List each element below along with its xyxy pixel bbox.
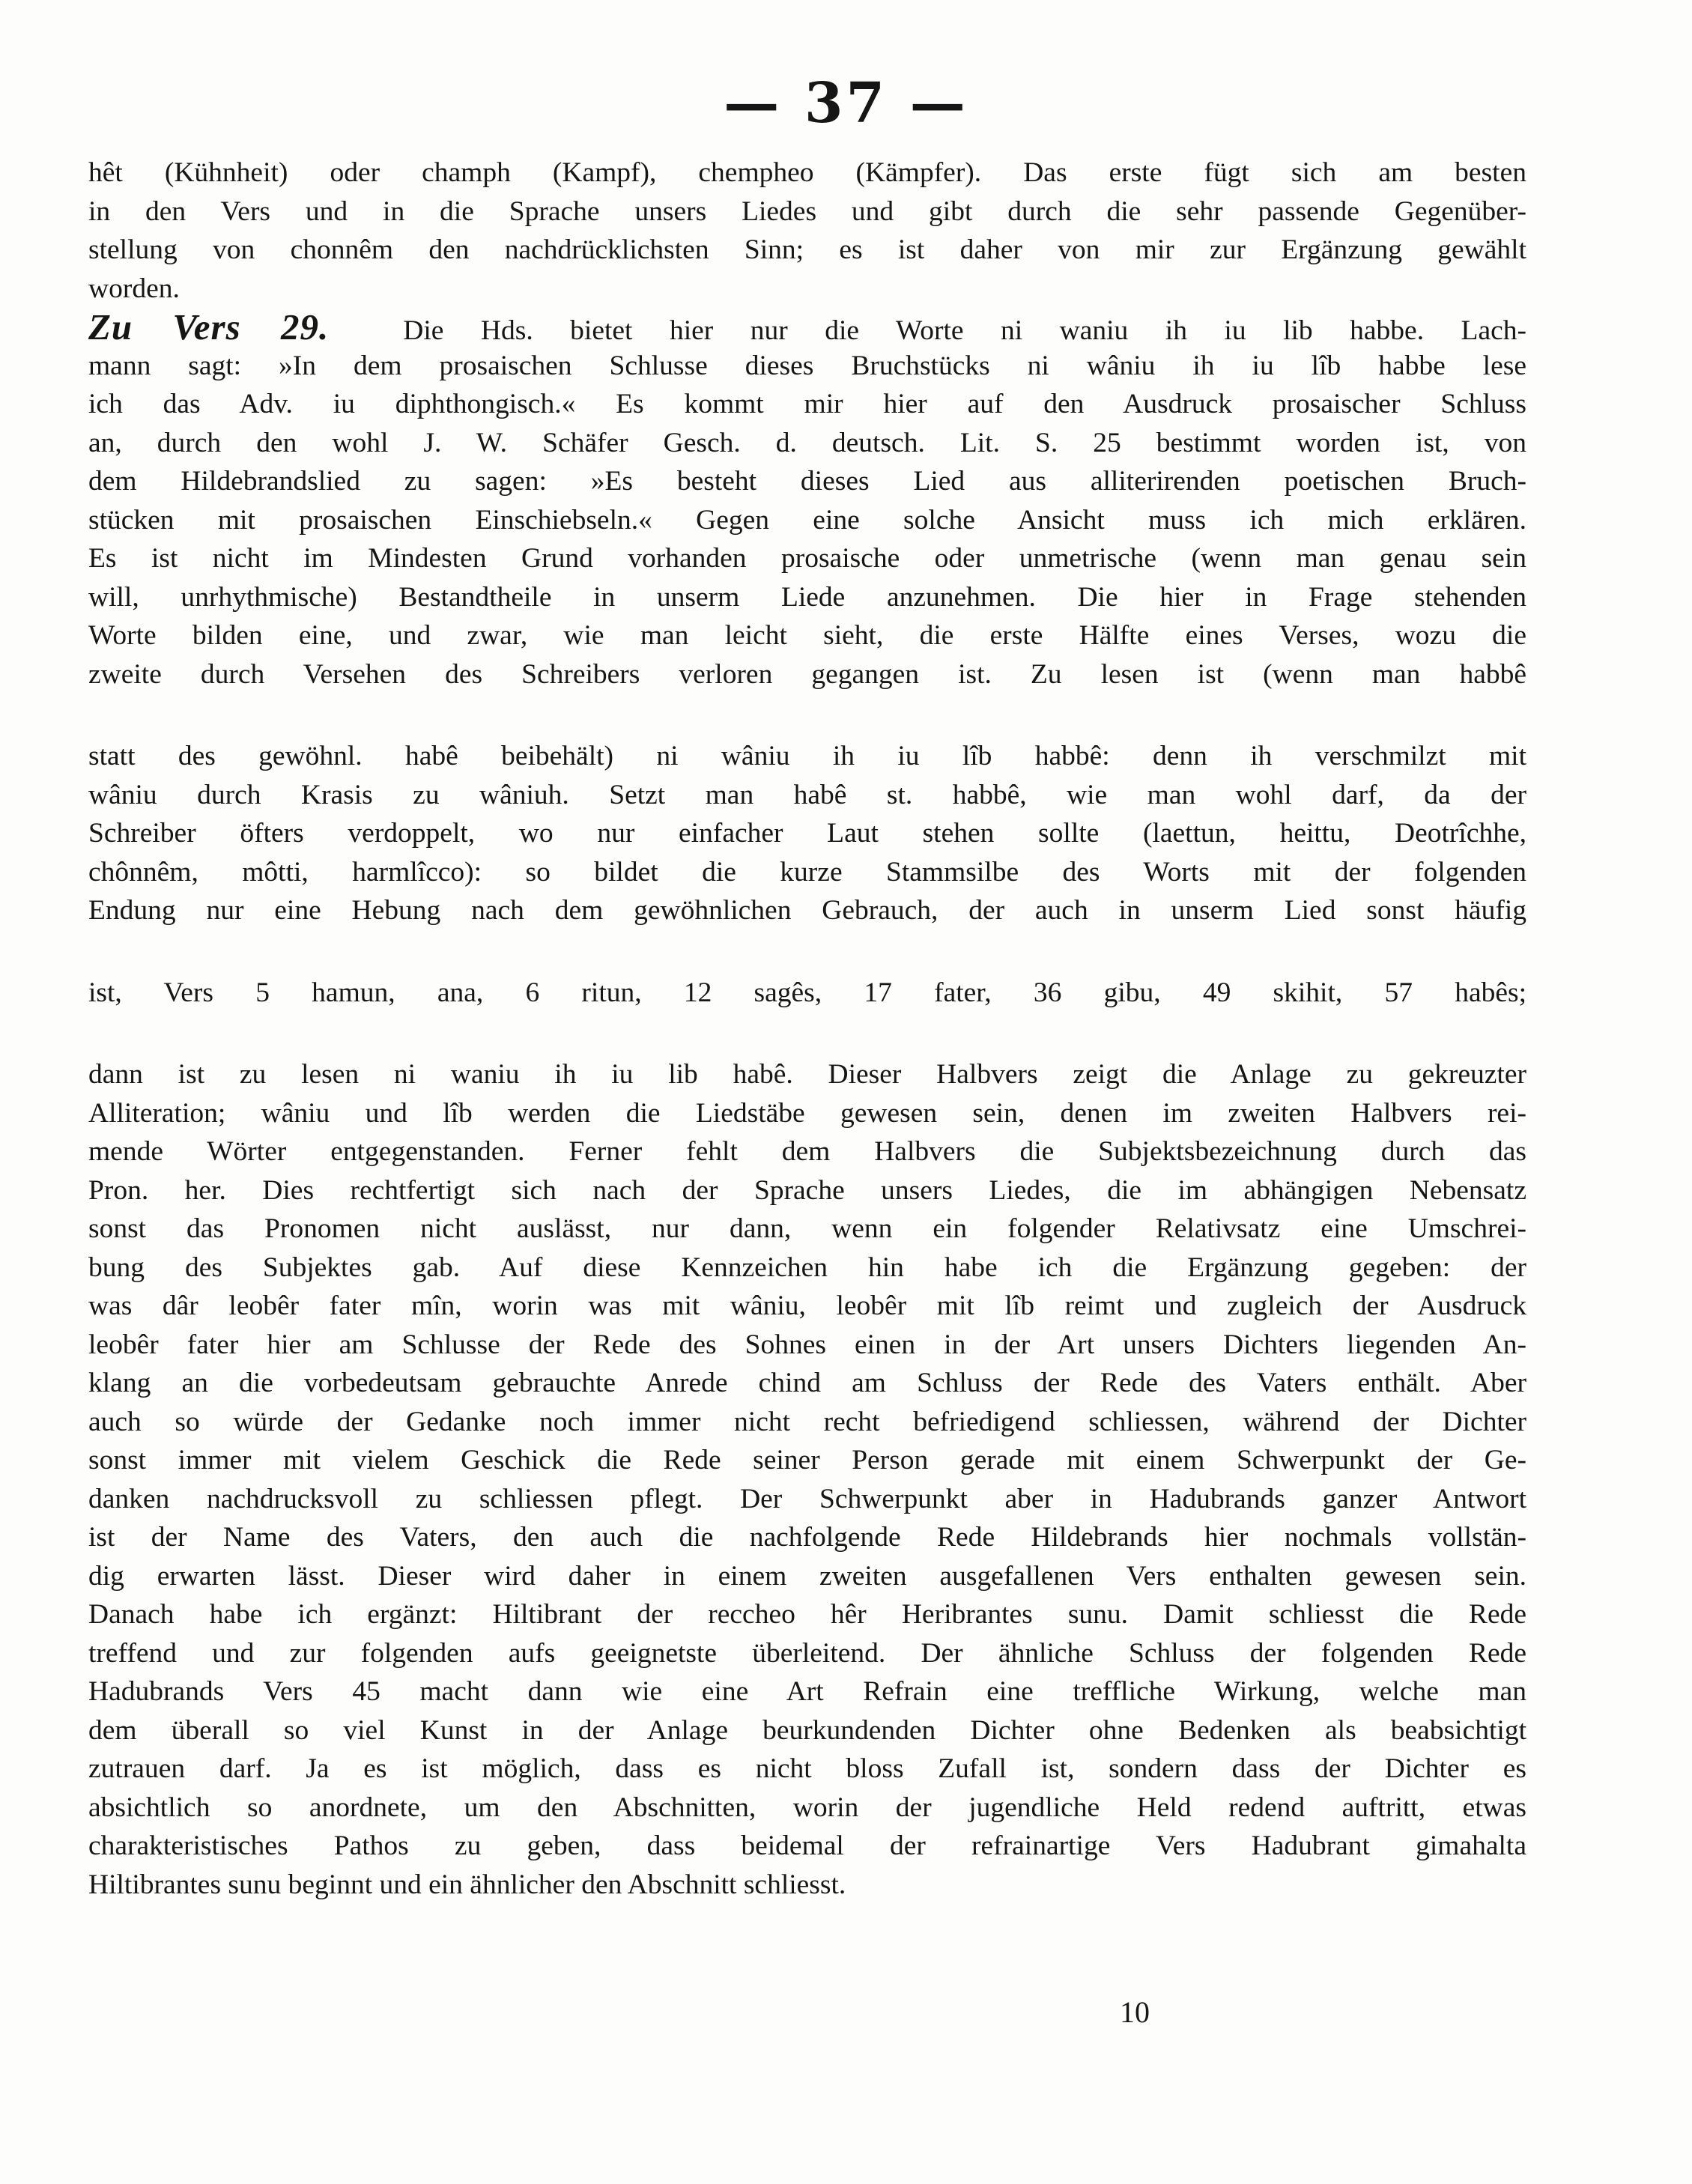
- text-line: dig erwarten lässt. Dieser wird daher in einem zweiten ausgefallenen Vers enthalten gewesen sein.: [88, 1560, 1526, 1592]
- text-line: Schreiber öfters verdoppelt, wo nur einfacher Laut stehen sollte (laettun, heittu, Deotrîchhe,: [88, 818, 1526, 849]
- body-text: [88, 154, 1526, 1904]
- text-line: auch so würde der Gedanke noch immer nicht recht befriedigend schliessen, während der Dichter: [88, 1406, 1526, 1437]
- text-line: ist, Vers 5 hamun, ana, 6 ritun, 12 sagês, 17 fater, 36 gibu, 49 skihit, 57 habês;: [88, 977, 1526, 1008]
- text-line: Worte bilden eine, und zwar, wie man leicht sieht, die erste Hälfte eines Verses, wozu die: [88, 620, 1526, 651]
- text-line: Es ist nicht im Mindesten Grund vorhanden prosaische oder unmetrische (wenn man genau sein: [88, 543, 1526, 574]
- text-line: ist der Name des Vaters, den auch die nachfolgende Rede Hildebrands hier nochmals vollstän-: [88, 1522, 1526, 1553]
- text-line: leobêr fater hier am Schlusse der Rede des Sohnes einen in der Art unsers Dichters liegenden An-: [88, 1329, 1526, 1360]
- text-line: stücken mit prosaischen Einschiebseln.« Gegen eine solche Ansicht muss ich mich erklären.: [88, 504, 1526, 536]
- text-line: bung des Subjektes gab. Auf diese Kennzeichen hin habe ich die Ergänzung gegeben: der: [88, 1252, 1526, 1283]
- text-line: Endung nur eine Hebung nach dem gewöhnlichen Gebrauch, der auch in unserm Lied sonst häufig: [88, 895, 1526, 926]
- text-line: an, durch den wohl J. W. Schäfer Gesch. d. deutsch. Lit. S. 25 bestimmt worden ist, von: [88, 427, 1526, 458]
- text-line: zweite durch Versehen des Schreibers verloren gegangen ist. Zu lesen ist (wenn man habbê: [88, 658, 1526, 690]
- text-line: treffend und zur folgenden aufs geeignetste überleitend. Der ähnliche Schluss der folgenden Rede: [88, 1637, 1526, 1669]
- text-line: Danach habe ich ergänzt: Hiltibrant der reccheo hêr Heribrantes sunu. Damit schliesst die Rede: [88, 1599, 1526, 1630]
- text-line: statt des gewöhnl. habê beibehält) ni wâniu ih iu lîb habbê: denn ih verschmilzt mit: [88, 741, 1526, 771]
- text-line: Hadubrands Vers 45 macht dann wie eine Art Refrain eine treffliche Wirkung, welche man: [88, 1676, 1526, 1707]
- text-line: Pron. her. Dies rechtfertigt sich nach der Sprache unsers Liedes, die im abhängigen Nebensatz: [88, 1174, 1526, 1206]
- text-line: zutrauen darf. Ja es ist möglich, dass es nicht bloss Zufall ist, sondern dass der Dichter es: [88, 1753, 1526, 1784]
- text-line: hêt (Kühnheit) oder champh (Kampf), chempheo (Kämpfer). Das erste fügt sich am besten: [88, 157, 1526, 188]
- page-number-header: — 37 —: [724, 71, 968, 136]
- text-line: mende Wörter entgegenstanden. Ferner fehlt dem Halbvers die Subjektsbezeichnung durch das: [88, 1136, 1526, 1167]
- text-line: stellung von chonnêm den nachdrücklichsten Sinn; es ist daher von mir zur Ergänzung gewählt: [88, 234, 1526, 265]
- text-line: absichtlich so anordnete, um den Abschnitten, worin der jugendliche Held redend auftritt, etwas: [88, 1792, 1526, 1823]
- text-line: Hiltibrantes sunu beginnt und ein ähnlicher den Abschnitt schliesst.: [88, 1869, 846, 1900]
- text-line: danken nachdrucksvoll zu schliessen pflegt. Der Schwerpunkt aber in Hadubrands ganzer Antwort: [88, 1483, 1526, 1514]
- text-line: klang an die vorbedeutsam gebrauchte Anrede chind am Schluss der Rede des Vaters enthält. Aber: [88, 1368, 1526, 1398]
- text-line: dann ist zu lesen ni waniu ih iu lib habê. Dieser Halbvers zeigt die Anlage zu gekreuzter: [88, 1059, 1526, 1090]
- text-line: sonst das Pronomen nicht auslässt, nur dann, wenn ein folgender Relativsatz eine Umschrei-: [88, 1213, 1526, 1244]
- text-line: ich das Adv. iu diphthongisch.« Es kommt mir hier auf den Ausdruck prosaischer Schluss: [88, 389, 1526, 419]
- text-line: will, unrhythmische) Bestandtheile in unserm Liede anzunehmen. Die hier in Frage stehenden: [88, 581, 1526, 613]
- text-line: chônnêm, môtti, harmlîcco): so bildet die kurze Stammsilbe des Worts mit der folgenden: [88, 856, 1526, 888]
- text-line: worden.: [88, 273, 180, 304]
- paragraph-first-line: [88, 308, 1526, 347]
- text-line: sonst immer mit vielem Geschick die Rede seiner Person gerade mit einem Schwerpunkt der Ge-: [88, 1445, 1526, 1475]
- text-line: dem überall so viel Kunst in der Anlage beurkundenden Dichter ohne Bedenken als beabsichtigt: [88, 1714, 1526, 1746]
- text-line: wâniu durch Krasis zu wâniuh. Setzt man habê st. habbê, wie man wohl darf, da der: [88, 779, 1526, 810]
- signature-mark: 10: [1120, 1995, 1150, 2029]
- text-line: was dâr leobêr fater mîn, worin was mit wâniu, leobêr mit lîb reimt und zugleich der Ausdruck: [88, 1290, 1526, 1321]
- text-line: dem Hildebrandslied zu sagen: »Es besteht dieses Lied aus alliterirenden poetischen Bruch-: [88, 466, 1526, 497]
- text-line: in den Vers und in die Sprache unsers Liedes und gibt durch die sehr passende Gegenüber-: [88, 195, 1526, 227]
- text-line: mann sagt: »In dem prosaischen Schlusse dieses Bruchstücks ni wâniu ih iu lîb habbe lese: [88, 350, 1526, 381]
- text-line: charakteristisches Pathos zu geben, dass beidemal der refrainartige Vers Hadubrant gimahalta: [88, 1830, 1526, 1861]
- section-lead-in: Zu Vers 29.: [88, 306, 330, 348]
- text-line: Die Hds. bietet hier nur die Worte ni waniu ih iu lib habbe. Lach-: [403, 315, 1526, 346]
- text-line: Alliteration; wâniu und lîb werden die Liedstäbe gewesen sein, denen im zweiten Halbvers rei-: [88, 1097, 1526, 1129]
